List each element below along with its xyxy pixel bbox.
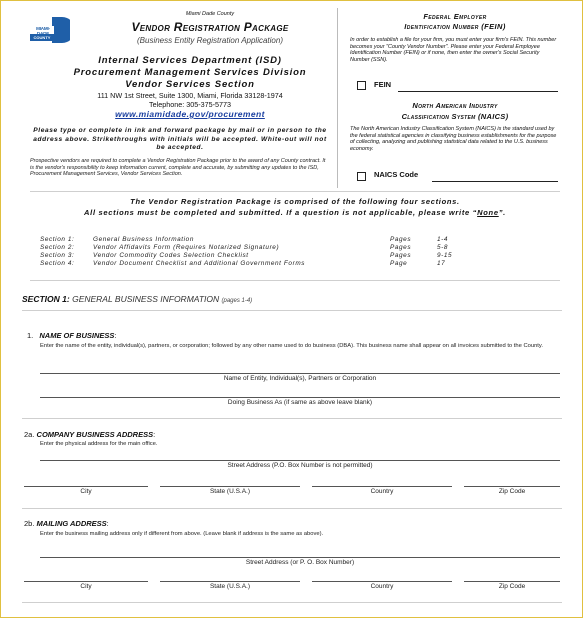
section-list-item [40, 252, 560, 260]
q1-divider [22, 418, 562, 419]
package-line-2-post: ”. [498, 208, 506, 217]
logo-text: MIAMI-DADE [36, 26, 50, 36]
q2a-heading [24, 430, 155, 439]
fein-description: In order to establish a file for your firm, you must enter your firm's FEIN. This number becomes your "County Vendor Number". Please enter your Federal Employee Identification Number (FEIN) or if none, then enter the owner's Social Security Number (SSN). [350, 37, 557, 63]
mailing-city-field[interactable] [24, 581, 148, 582]
section-pages: 9-15 [437, 252, 453, 259]
mailing-city-label: City [80, 583, 92, 590]
entity-name-label: Name of Entity, Individual(s), Partners or Corporation [223, 375, 377, 382]
zip-field[interactable] [464, 486, 560, 487]
q1-title: NAME OF BUSINESS [39, 331, 115, 340]
package-none: None [477, 208, 499, 217]
section-id: Section 3: [40, 252, 75, 259]
section-name: Vendor Services Section [125, 79, 255, 90]
package-line-2 [30, 208, 560, 217]
state-label: State (U.S.A.) [209, 488, 251, 495]
header-divider [30, 191, 560, 192]
naics-checkbox[interactable] [357, 172, 366, 181]
section-pages: 1-4 [437, 236, 449, 243]
package-divider [30, 280, 560, 281]
naics-input-line[interactable] [432, 181, 558, 182]
naics-title-1: North American Industry [412, 101, 498, 110]
country-field[interactable] [312, 486, 452, 487]
naics-description: The North American Industry Classification System (NAICS) is the standard used by the federal statistical agencies in classifying business establishments for the purpose of collecting, analyzing and publishing statistical data related to the U.S. business economy. [350, 126, 557, 152]
section-pages-label: Pages [390, 244, 412, 251]
entity-name-field[interactable] [40, 373, 560, 374]
section-list-item [40, 236, 560, 244]
q2a-number: 2a. [24, 430, 35, 439]
section-id: Section 2: [40, 244, 75, 251]
city-field[interactable] [24, 486, 148, 487]
mailing-zip-label: Zip Code [498, 583, 526, 590]
section-1-pages: (pages 1-4) [221, 298, 253, 304]
section-title: Vendor Document Checklist and Additional Government Forms [93, 260, 306, 267]
dba-label: Doing Business As (if same as above leave blank) [227, 399, 373, 406]
instructions: Please type or complete in ink and forward package by mail or in person to the address above. Strikethroughs with initials will be accepted. White-out will not be accepted. [33, 127, 327, 152]
mailing-zip-field[interactable] [464, 581, 560, 582]
division-name: Procurement Management Services Division [73, 67, 307, 78]
section-1-heading [22, 294, 562, 304]
phone: Telephone: 305-375-5773 [149, 100, 231, 109]
q2b-heading [24, 519, 109, 528]
mailing-country-label: Country [370, 583, 394, 590]
section-id: Section 1: [40, 236, 75, 243]
logo-sub: COUNTY [33, 35, 51, 40]
q2a-colon: : [153, 430, 156, 439]
section-id: Section 4: [40, 260, 75, 267]
q1-description: Enter the name of the entity, individual(s), partners, or corporation; followed by any other name used to do business (DBA). This business name shall appear on all invoices submitted to the County. [40, 343, 543, 349]
section-list-item [40, 244, 560, 252]
q2b-colon: : [106, 519, 109, 528]
street-address-field[interactable] [40, 460, 560, 461]
q1-colon: : [114, 331, 117, 340]
section-pages-label: Pages [390, 236, 412, 243]
q2a-title: COMPANY BUSINESS ADDRESS [36, 430, 154, 439]
fein-label: FEIN [374, 80, 392, 89]
section-pages: 17 [437, 260, 446, 267]
county-logo [30, 17, 70, 43]
fein-title-1: Federal Employer [423, 12, 487, 21]
street-address-label: Street Address (P.O. Box Number is not permitted) [227, 462, 373, 469]
section-title: Vendor Commodity Codes Selection Checklist [93, 252, 249, 259]
section-list [40, 236, 560, 268]
section-list-item [40, 260, 560, 268]
q2b-divider [22, 602, 562, 603]
q2a-divider [22, 508, 562, 509]
state-field[interactable] [160, 486, 300, 487]
q2b-number: 2b. [24, 519, 35, 528]
mailing-country-field[interactable] [312, 581, 452, 582]
package-line-2-pre: All sections must be completed and submitted. If a question is not applicable, please write “ [84, 208, 478, 217]
section-title: Vendor Affidavits Form (Requires Notarized Signature) [93, 244, 280, 251]
section-pages-label: Page [390, 260, 408, 267]
section-1-title: GENERAL BUSINESS INFORMATION [72, 294, 220, 304]
q2a-description: Enter the physical address for the main office. [40, 441, 158, 447]
column-divider [337, 8, 338, 188]
fein-input-line[interactable] [398, 91, 558, 92]
package-line-1: The Vendor Registration Package is comprised of the following four sections. [130, 197, 460, 206]
dba-field[interactable] [40, 397, 560, 398]
section-pages-label: Pages [390, 252, 412, 259]
prospective-note: Prospective vendors are required to complete a Vendor Registration Package prior to the award of any County contract. It is the vendor's responsibility to keep information current, complete and accurate, by submitting any updates to the ISD, Procurement Management Services, Vendor Services Section. [30, 158, 326, 178]
q1-heading [27, 331, 116, 340]
section-1-divider [22, 310, 562, 311]
section-title: General Business Information [93, 236, 194, 243]
mailing-street-field[interactable] [40, 557, 560, 558]
country-label: Country [370, 488, 394, 495]
county-name: Miami Dade County [185, 11, 235, 17]
mailing-state-label: State (U.S.A.) [209, 583, 251, 590]
q2b-description: Enter the business mailing address only if different from above. (Leave blank if address is the same as above). [40, 531, 324, 537]
website-link[interactable]: www.miamidade.gov/procurement [115, 109, 265, 119]
fein-checkbox[interactable] [357, 81, 366, 90]
naics-title-2: Classification System (NAICS) [401, 112, 509, 121]
city-label: City [80, 488, 92, 495]
q1-number: 1. [27, 331, 34, 340]
mailing-street-label: Street Address (or P. O. Box Number) [245, 559, 355, 566]
page-subtitle: (Business Entity Registration Application) [137, 36, 283, 45]
fein-title-2: Identification Number (FEIN) [404, 22, 506, 31]
naics-label: NAICS Code [374, 170, 419, 179]
section-pages: 5-8 [437, 244, 449, 251]
address: 111 NW 1st Street, Suite 1300, Miami, Florida 33128-1974 [97, 91, 283, 100]
page-title: Vendor Registration Package [131, 20, 289, 34]
zip-label: Zip Code [498, 488, 526, 495]
q2b-title: MAILING ADDRESS [36, 519, 107, 528]
section-1-label: SECTION 1: [22, 294, 70, 304]
mailing-state-field[interactable] [160, 581, 300, 582]
department-name: Internal Services Department (ISD) [98, 55, 282, 66]
